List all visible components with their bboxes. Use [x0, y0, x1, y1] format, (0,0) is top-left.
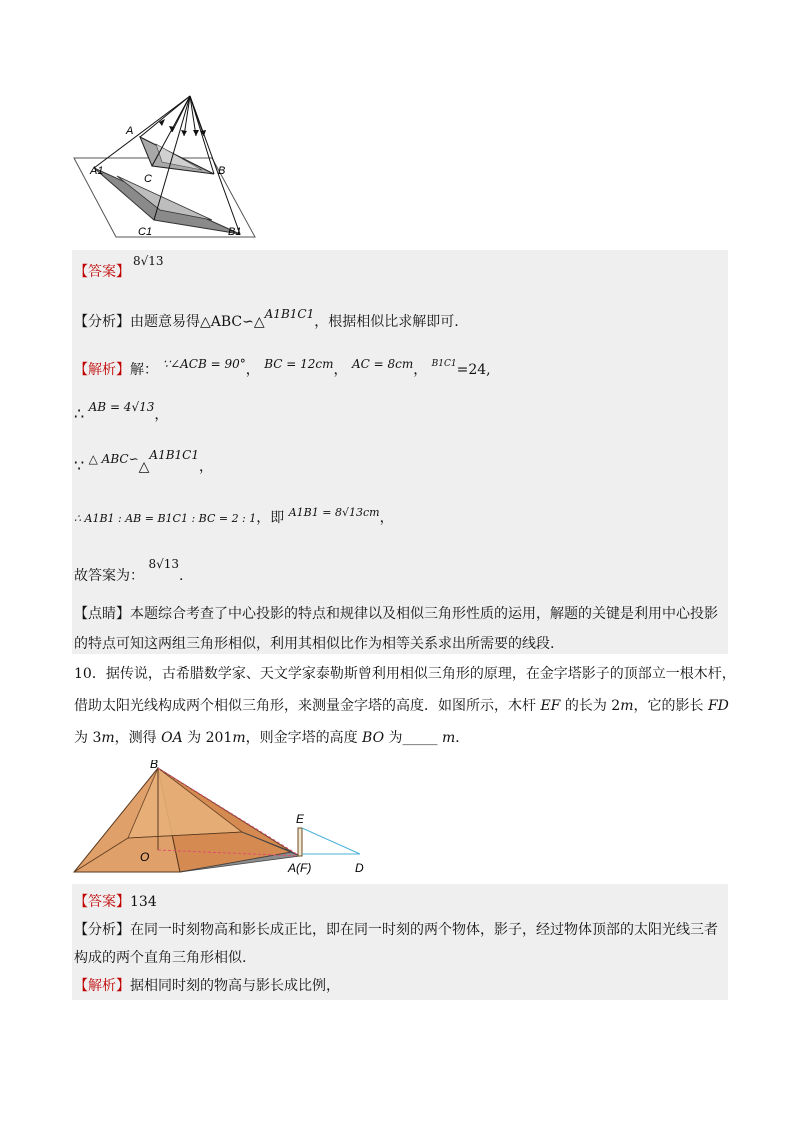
figure-pyramid [72, 760, 372, 878]
question-text-2a: 借助太阳光线构成两个相似三角形，来测量金字塔的高度．如图所示，木杆 [74, 698, 541, 714]
question-text-3c: ，测得 [114, 730, 162, 746]
pole-shadow-triangle [302, 828, 360, 854]
because-symbol: ∵ [74, 456, 85, 475]
solution10-row [74, 976, 340, 996]
var-oa: OA [161, 730, 183, 746]
ratio-statement: ∴ A1B1 : AB = B1C1 : BC = 2 : 1 [74, 512, 257, 525]
comment9-line1 [74, 604, 718, 624]
therefore-symbol: ∴ [74, 404, 85, 423]
analysis9-row [74, 307, 459, 332]
pyramid-back-face [128, 768, 242, 838]
comma: ， [199, 459, 213, 475]
projection-diagram [72, 92, 257, 240]
answer9-value: 8√13 [133, 254, 164, 268]
answer9-row [74, 262, 130, 282]
var-ef: EF [540, 698, 561, 714]
solution-lead: 解： [130, 362, 158, 378]
analysis-text-after: ，根据相似比求解即可. [314, 314, 459, 330]
answer10-value: 134 [130, 894, 157, 910]
question-text-1: 10．据传说，古希腊数学家、天文学家泰勒斯曾利用相似三角形的原理，在金字塔影子的顶部立一根木杆， [74, 666, 736, 682]
ab-value: AB = 4√13 [88, 400, 155, 414]
question-text-3a: 为 3 [74, 730, 102, 746]
analysis10-text-2: 构成的两个直角三角形相似. [74, 950, 247, 966]
comment-text-2: 的特点可知这两组三角形相似，利用其相似比作为相等关系求出所需要的线段. [74, 636, 555, 652]
answer10-row [74, 892, 157, 912]
answer-tag: 【答案】 [74, 264, 130, 280]
solution-tag: 【解析】 [74, 978, 130, 994]
comma: ， [245, 362, 260, 378]
question10-line2 [74, 696, 729, 716]
label-a: A [126, 125, 134, 137]
given-ac: AC = 8cm [351, 357, 414, 371]
label-c1: C1 [138, 226, 153, 238]
given-bc: BC = 12cm [264, 357, 334, 371]
analysis-tag: 【分析】 [74, 922, 130, 938]
comma: ， [154, 407, 169, 423]
solution-tag: 【解析】 [74, 362, 130, 378]
comma: ， [333, 362, 348, 378]
label-b: B [218, 165, 226, 177]
question10-line1 [74, 664, 736, 684]
solution9-line5 [74, 557, 184, 586]
comma: ， [379, 510, 394, 526]
final-answer-value: 8√13 [148, 557, 180, 571]
analysis10-line2 [74, 948, 246, 968]
solution10-text: 据相同时刻的物高与影长成比例， [130, 978, 340, 994]
label-d: D [355, 861, 364, 875]
similar-a1b1c1: A1B1C1 [149, 448, 199, 462]
var-fd: FD [707, 698, 729, 714]
comment9-line2 [74, 634, 554, 654]
analysis-tag: 【分析】 [74, 314, 130, 330]
analysis10-line1 [74, 920, 718, 940]
label-b: B [150, 760, 159, 771]
comma: ， [413, 362, 428, 378]
question-text-3g: ，则金字塔的高度 [245, 730, 363, 746]
figure-central-projection [72, 92, 257, 240]
var-bo: BO [362, 730, 385, 746]
answer-blank: 为_____ [384, 730, 442, 746]
question-text-3e: 为 201 [182, 730, 233, 746]
comment-tag: 【点睛】 [74, 606, 130, 622]
namely-text: ，即 [256, 510, 285, 526]
analysis10-text-1: 在同一时刻物高和影长成正比，即在同一时刻的两个物体，影子，经过物体顶部的太阳光线三者 [130, 922, 718, 938]
unit-m: m [232, 730, 246, 746]
unit-m: m [620, 698, 634, 714]
analysis-math: A1B1C1 [264, 307, 315, 321]
pole-ef [298, 828, 302, 856]
question-text-2e: ，它的影长 [633, 698, 708, 714]
label-a1: A1 [90, 165, 104, 177]
label-e: E [296, 812, 305, 826]
similar-abc: △ ABC∽ [88, 452, 139, 466]
solution9-line2 [74, 400, 169, 425]
answer-tag: 【答案】 [74, 894, 130, 910]
period: . [179, 568, 184, 584]
solution9-line3 [74, 448, 213, 477]
analysis-text-before: 由题意易得△ABC∽△ [130, 314, 265, 330]
final-answer-label: 故答案为： [74, 568, 144, 584]
solution9-line1 [74, 357, 491, 382]
given-angle: ∵∠ACB = 90° [162, 357, 246, 371]
triangle-symbol: △ [138, 459, 150, 475]
solution9-line4 [74, 508, 394, 529]
question10-line3 [74, 728, 469, 748]
period: ． [455, 730, 470, 746]
label-af: A(F) [288, 861, 312, 875]
given-b1c1: B1C1 [431, 359, 457, 369]
a1b1-value: A1B1 = 8√13cm [288, 506, 380, 519]
unit-m: m [441, 730, 456, 746]
label-o: O [140, 850, 150, 864]
unit-m: m [101, 730, 115, 746]
label-c: C [144, 173, 152, 185]
label-b1: B1 [228, 226, 242, 238]
given-b1c1-value: =24, [456, 362, 491, 378]
pyramid-diagram [72, 760, 372, 878]
question-text-2c: 的长为 2 [560, 698, 621, 714]
comment-text-1: 本题综合考查了中心投影的特点和规律以及相似三角形性质的运用，解题的关键是利用中心投影 [130, 606, 718, 622]
